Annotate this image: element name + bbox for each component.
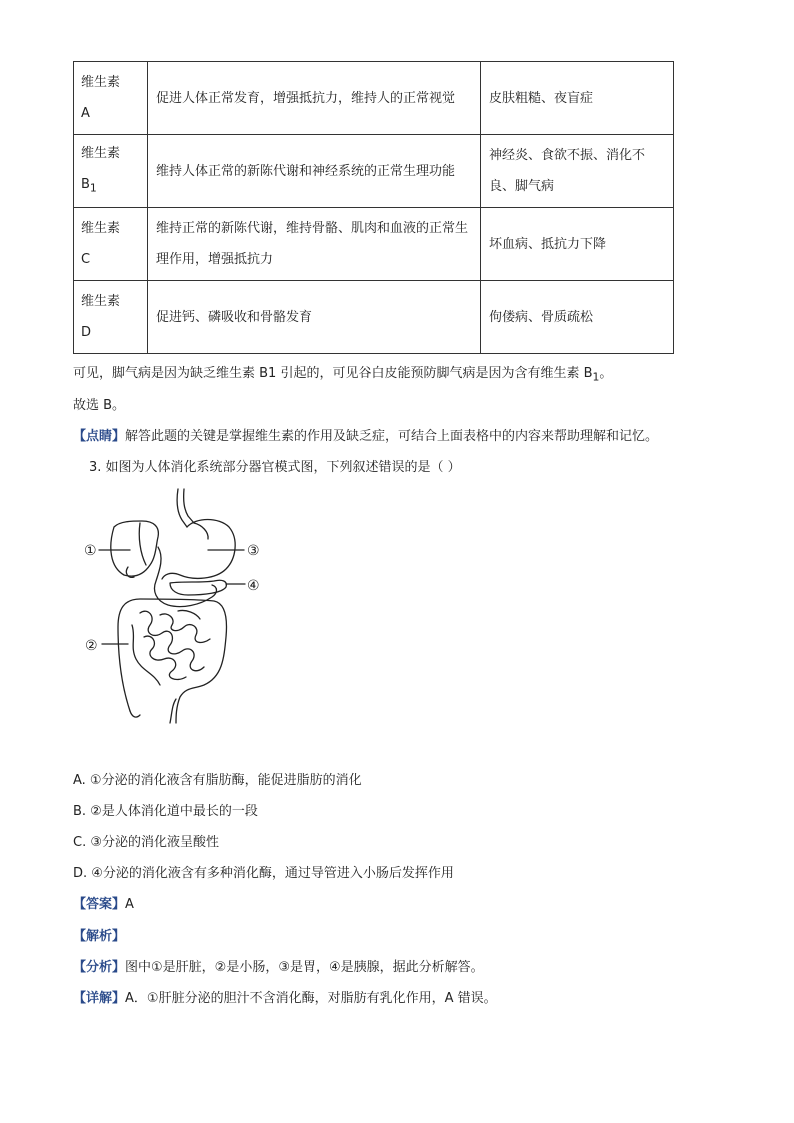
vitamin-function-cell: 维持正常的新陈代谢，维持骨骼、肌肉和血液的正常生理作用，增强抵抗力 [148, 208, 481, 281]
digestive-system-diagram [84, 487, 284, 727]
vitamin-table [73, 61, 674, 354]
vitamin-deficiency-cell: 神经炎、食欲不振、消化不良、脚气病 [481, 135, 674, 208]
choose-text: 故选 B。 [73, 398, 126, 413]
table-row [74, 208, 674, 281]
table-row [74, 135, 674, 208]
vitamin-name-cell: 维生素 $B_1$ [74, 135, 148, 208]
xiangjie-paragraph [73, 987, 497, 1006]
vitamin-deficiency-cell: 坏血病、抵抗力下降 [481, 208, 674, 281]
vitamin-function-cell: 促进人体正常发育，增强抵抗力，维持人的正常视觉 [148, 62, 481, 135]
vitamin-function-cell: 促进钙、磷吸收和骨骼发育 [148, 281, 481, 354]
answer-label: 【答案】 [73, 897, 126, 912]
analysis-label: 【解析】 [73, 929, 126, 944]
vitamin-deficiency-cell: 皮肤粗糙、夜盲症 [481, 62, 674, 135]
answer-value: A [125, 897, 134, 912]
xiangjie-text: A．①肝脏分泌的胆汁不含消化酶，对脂肪有乳化作用，A 错误。 [125, 991, 497, 1006]
fenxi-text: 图中①是肝脏，②是小肠，③是胃，④是胰腺，据此分析解答。 [125, 960, 484, 975]
option-a: A. ①分泌的消化液含有脂肪酶，能促进脂肪的消化 [73, 773, 362, 788]
question-stem: 3. 如图为人体消化系统部分器官模式图，下列叙述错误的是（ ） [89, 460, 461, 475]
vitamin-name-cell: 维生素 D [74, 281, 148, 354]
table-row [74, 281, 674, 354]
conclusion-text: 可见，脚气病是因为缺乏维生素 B1 引起的，可见谷白皮能预防脚气病是因为含有维生素 $B_1$。 [73, 366, 613, 384]
vitamin-deficiency-cell: 佝偻病、骨质疏松 [481, 281, 674, 354]
option-d: D. ④分泌的消化液含有多种消化酶，通过导管进入小肠后发挥作用 [73, 866, 454, 881]
small-intestine-shape [132, 610, 210, 685]
option-c: C. ③分泌的消化液呈酸性 [73, 835, 219, 850]
pancreas-shape [170, 580, 226, 595]
label-2: ② [85, 638, 98, 654]
answer-paragraph [73, 893, 134, 912]
label-3: ③ [247, 543, 260, 559]
tip-label: 【点睛】 [73, 429, 126, 444]
table-row [74, 62, 674, 135]
xiangjie-label: 【详解】 [73, 991, 126, 1006]
vitamin-name-cell: 维生素 C [74, 208, 148, 281]
vitamin-function-cell: 维持人体正常的新陈代谢和神经系统的正常生理功能 [148, 135, 481, 208]
label-4: ④ [247, 578, 260, 594]
stomach-shape [162, 520, 235, 580]
tip-text: 解答此题的关键是掌握维生素的作用及缺乏症，可结合上面表格中的内容来帮助理解和记忆。 [125, 429, 659, 444]
analysis-heading [73, 925, 125, 944]
vitamin-name-cell: 维生素 A [74, 62, 148, 135]
option-b: B. ②是人体消化道中最长的一段 [73, 804, 258, 819]
liver-shape [111, 521, 159, 576]
fenxi-label: 【分析】 [73, 960, 126, 975]
fenxi-paragraph [73, 956, 484, 975]
label-1: ① [84, 543, 97, 559]
tip-paragraph [73, 425, 658, 444]
